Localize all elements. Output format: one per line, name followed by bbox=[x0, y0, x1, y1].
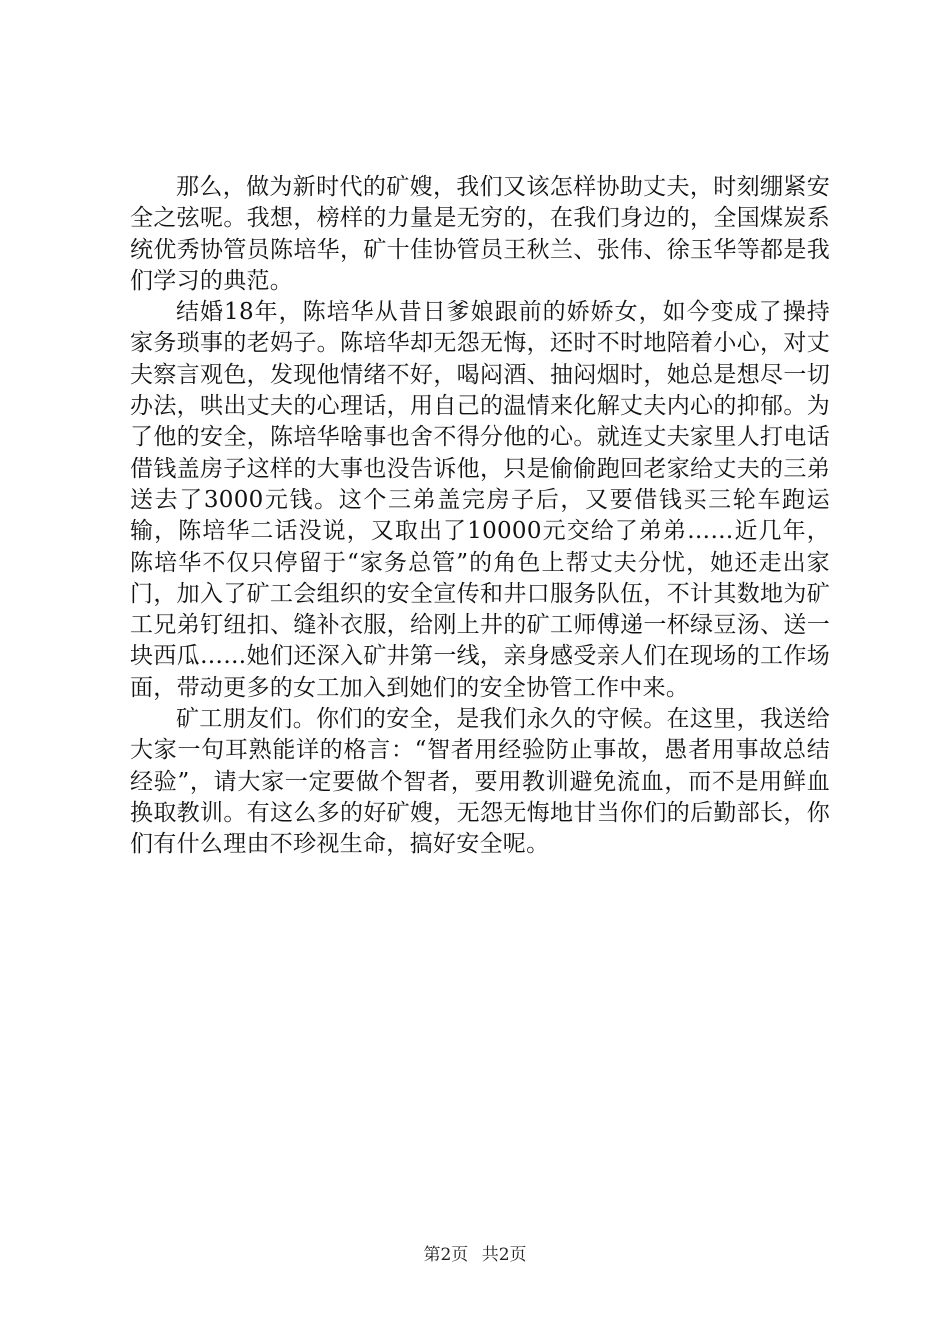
paragraph-role-models: 那么，做为新时代的矿嫂，我们又该怎样协助丈夫，时刻绷紧安全之弦呢。我想，榜样的力量是无穷的，在我们身边的，全国煤炭系统优秀协管员陈培华，矿十佳协管员王秋兰、张伟、徐玉华等都是我们学习的典范。 bbox=[130, 174, 830, 294]
document-body bbox=[130, 172, 830, 861]
paragraph-closing-appeal: 矿工朋友们。你们的安全，是我们永久的守候。在这里，我送给大家一句耳熟能详的格言：“智者用经验防止事故，愚者用事故总结经验”，请大家一定要做个智者，要用教训避免流血，而不是用鲜血换取教训。有这么多的好矿嫂，无怨无悔地甘当你们的后勤部长，你们有什么理由不珍视生命，搞好安全呢。 bbox=[130, 706, 830, 858]
page-number: 第2页 bbox=[423, 1245, 469, 1265]
page-footer bbox=[0, 1244, 950, 1266]
page-total: 共2页 bbox=[481, 1245, 527, 1265]
paragraph-chen-peihua-story: 结婚18年，陈培华从昔日爹娘跟前的娇娇女，如今变成了操持家务琐事的老妈子。陈培华却无怨无悔，还时不时地陪着小心，对丈夫察言观色，发现他情绪不好，喝闷酒、抽闷烟时，她总是想尽一切办法，哄出丈夫的心理话，用自己的温情来化解丈夫内心的抑郁。为了他的安全，陈培华啥事也舍不得分他的心。就连丈夫家里人打电话借钱盖房子这样的大事也没告诉他，只是偷偷跑回老家给丈夫的三弟送去了3000元钱。这个三弟盖完房子后，又要借钱买三轮车跑运输，陈培华二话没说，又取出了10000元交给了弟弟……近几年，陈培华不仅只停留于“家务总管”的角色上帮丈夫分忧，她还走出家门，加入了矿工会组织的安全宣传和井口服务队伍，不计其数地为矿工兄弟钉纽扣、缝补衣服，给刚上井的矿工师傅递一杯绿豆汤、送一块西瓜……她们还深入矿井第一线，亲身感受亲人们在现场的工作场面，带动更多的女工加入到她们的安全协管工作中来。 bbox=[130, 299, 830, 701]
